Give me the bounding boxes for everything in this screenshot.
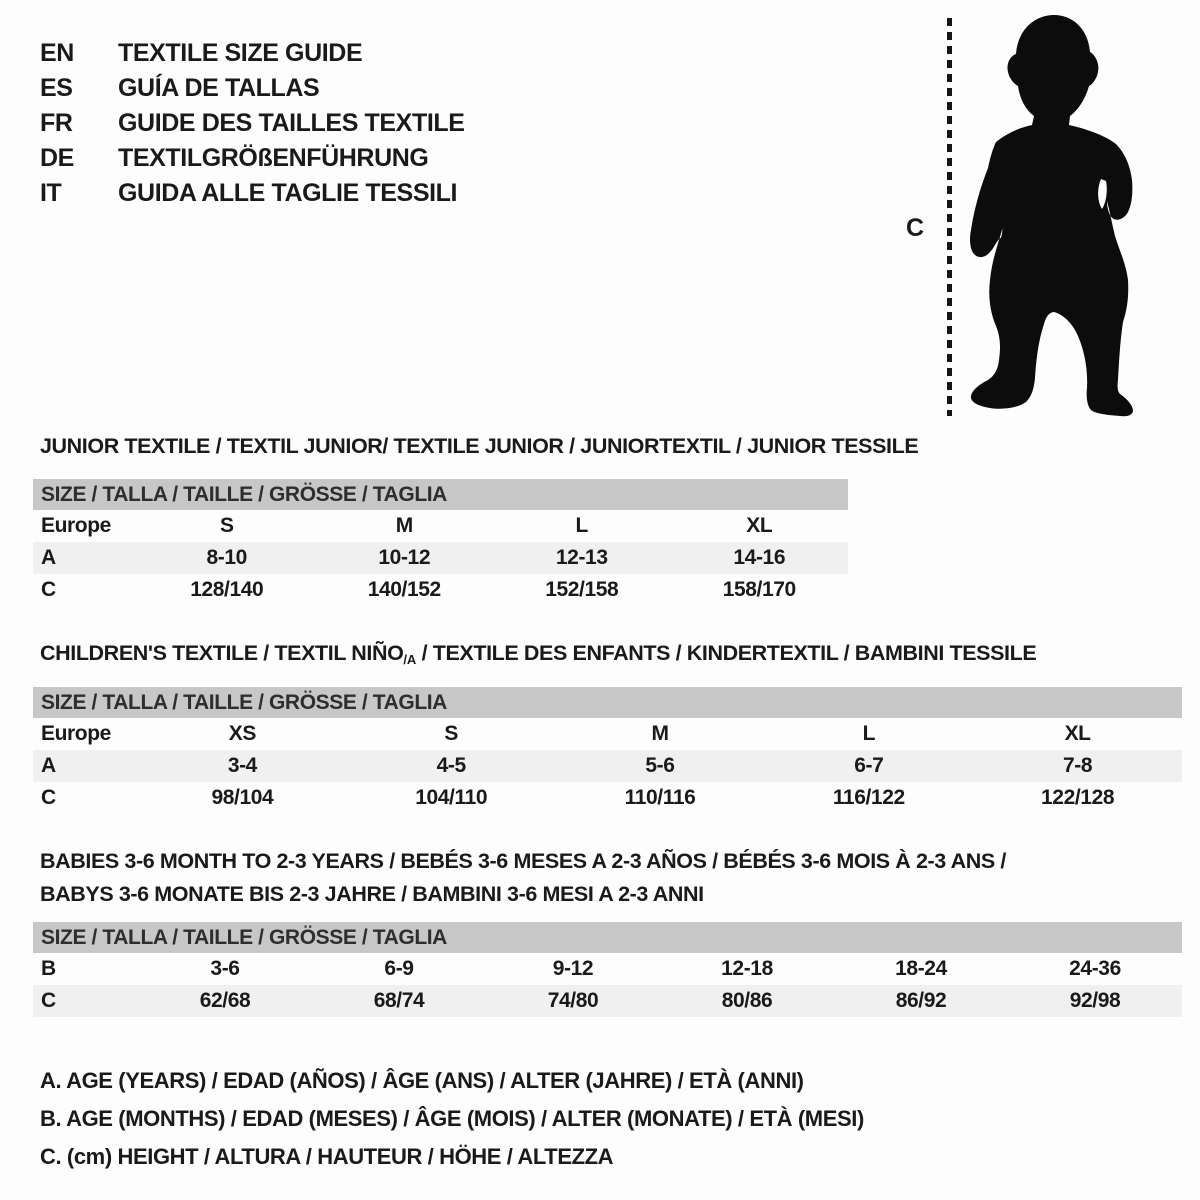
language-header xyxy=(40,36,465,211)
lang-row-fr xyxy=(40,106,465,141)
cell: 3-6 xyxy=(210,957,240,980)
cell: 9-12 xyxy=(552,957,594,980)
cell: 7-8 xyxy=(1063,754,1093,777)
cell: 158/170 xyxy=(722,578,796,601)
children-table xyxy=(33,687,1182,814)
table-row xyxy=(33,985,1182,1017)
row-label: Europe xyxy=(41,722,111,745)
lang-title: TEXTILE SIZE GUIDE xyxy=(118,39,363,67)
cell: 110/116 xyxy=(624,786,696,809)
legend-b: B. AGE (MONTHS) / EDAD (MESES) / ÂGE (MOIS) / ALTER (MONATE) / ETÀ (MESI) xyxy=(40,1106,864,1131)
height-dashed-line xyxy=(947,18,952,416)
lang-title: GUÍA DE TALLAS xyxy=(118,74,320,102)
children-title-prefix: CHILDREN'S TEXTILE / TEXTIL NIÑO xyxy=(40,641,404,665)
cell: 86/92 xyxy=(895,989,947,1012)
cell: 128/140 xyxy=(190,578,264,601)
lang-code: EN xyxy=(40,39,74,67)
cell: S xyxy=(444,722,458,745)
cell: XS xyxy=(228,722,256,745)
row-label: A xyxy=(41,754,56,777)
row-label: C xyxy=(41,578,56,601)
cell: 3-4 xyxy=(227,754,257,777)
junior-size-header: SIZE / TALLA / TAILLE / GRÖSSE / TAGLIA xyxy=(33,479,848,510)
cell: S xyxy=(219,514,234,537)
toddler-silhouette-icon xyxy=(961,12,1141,420)
cell: 10-12 xyxy=(378,546,431,569)
cell: 8-10 xyxy=(206,546,247,569)
cell: 18-24 xyxy=(895,957,947,980)
lang-code: FR xyxy=(40,109,73,137)
junior-section-title: JUNIOR TEXTILE / TEXTIL JUNIOR/ TEXTILE JUNIOR / JUNIORTEXTIL / JUNIOR TESSILE xyxy=(40,434,919,458)
cell: 80/86 xyxy=(721,989,773,1012)
table-row xyxy=(33,542,848,574)
cell: 104/110 xyxy=(415,786,488,809)
lang-title: GUIDE DES TAILLES TEXTILE xyxy=(118,109,465,137)
cell: 98/104 xyxy=(211,786,274,809)
cell: L xyxy=(575,514,588,537)
children-size-header: SIZE / TALLA / TAILLE / GRÖSSE / TAGLIA xyxy=(33,687,1182,718)
table-row xyxy=(33,953,1182,985)
lang-code: ES xyxy=(40,74,73,102)
legend-c: C. (cm) HEIGHT / ALTURA / HAUTEUR / HÖHE / ALTEZZA xyxy=(40,1144,614,1169)
table-row xyxy=(33,718,1182,750)
cell: 12-18 xyxy=(721,957,773,980)
lang-row-en xyxy=(40,36,465,71)
lang-row-it xyxy=(40,176,465,211)
cell: M xyxy=(395,514,413,537)
children-section-title xyxy=(40,641,1036,667)
table-row xyxy=(33,510,848,542)
babies-section-title-line2: BABYS 3-6 MONATE BIS 2-3 JAHRE / BAMBINI 3-6 MESI A 2-3 ANNI xyxy=(40,882,704,906)
lang-row-es xyxy=(40,71,465,106)
row-label: C xyxy=(41,989,56,1012)
lang-code: DE xyxy=(40,144,74,172)
row-label: A xyxy=(41,546,56,569)
babies-section-title-line1: BABIES 3-6 MONTH TO 2-3 YEARS / BEBÉS 3-6 MESES A 2-3 AÑOS / BÉBÉS 3-6 MOIS À 2-3 ANS / xyxy=(40,849,1006,873)
cell: 140/152 xyxy=(367,578,441,601)
row-label: C xyxy=(41,786,56,809)
lang-code: IT xyxy=(40,179,62,207)
cell: M xyxy=(651,722,669,745)
cell: 5-6 xyxy=(645,754,675,777)
cell: 6-7 xyxy=(854,754,884,777)
children-title-suffix: / TEXTILE DES ENFANTS / KINDERTEXTIL / BAMBINI TESSILE xyxy=(416,641,1037,665)
cell: 12-13 xyxy=(555,546,608,569)
cell: 24-36 xyxy=(1069,957,1121,980)
babies-size-header: SIZE / TALLA / TAILLE / GRÖSSE / TAGLIA xyxy=(33,922,1182,953)
junior-table xyxy=(33,479,848,606)
table-row xyxy=(33,574,848,606)
cell: 122/128 xyxy=(1041,786,1115,809)
cell: 62/68 xyxy=(199,989,251,1012)
cell: 116/122 xyxy=(832,786,905,809)
cell: 6-9 xyxy=(384,957,414,980)
row-label: B xyxy=(41,957,56,980)
lang-title: GUIDA ALLE TAGLIE TESSILI xyxy=(118,179,458,207)
children-title-sub: /A xyxy=(403,652,417,667)
cell: 152/158 xyxy=(545,578,619,601)
cell: L xyxy=(862,722,875,745)
cell: 4-5 xyxy=(436,754,466,777)
babies-table xyxy=(33,922,1182,1017)
lang-row-de xyxy=(40,141,465,176)
table-row xyxy=(33,782,1182,814)
height-c-label: C xyxy=(906,214,924,242)
cell: XL xyxy=(746,514,773,537)
cell: XL xyxy=(1064,722,1091,745)
cell: 92/98 xyxy=(1069,989,1121,1012)
cell: 14-16 xyxy=(733,546,786,569)
measurement-legend xyxy=(40,1062,864,1176)
legend-a: A. AGE (YEARS) / EDAD (AÑOS) / ÂGE (ANS) / ALTER (JAHRE) / ETÀ (ANNI) xyxy=(40,1068,804,1093)
table-row xyxy=(33,750,1182,782)
row-label: Europe xyxy=(41,514,111,537)
cell: 68/74 xyxy=(373,989,425,1012)
lang-title: TEXTILGRÖßENFÜHRUNG xyxy=(118,144,429,172)
cell: 74/80 xyxy=(547,989,599,1012)
